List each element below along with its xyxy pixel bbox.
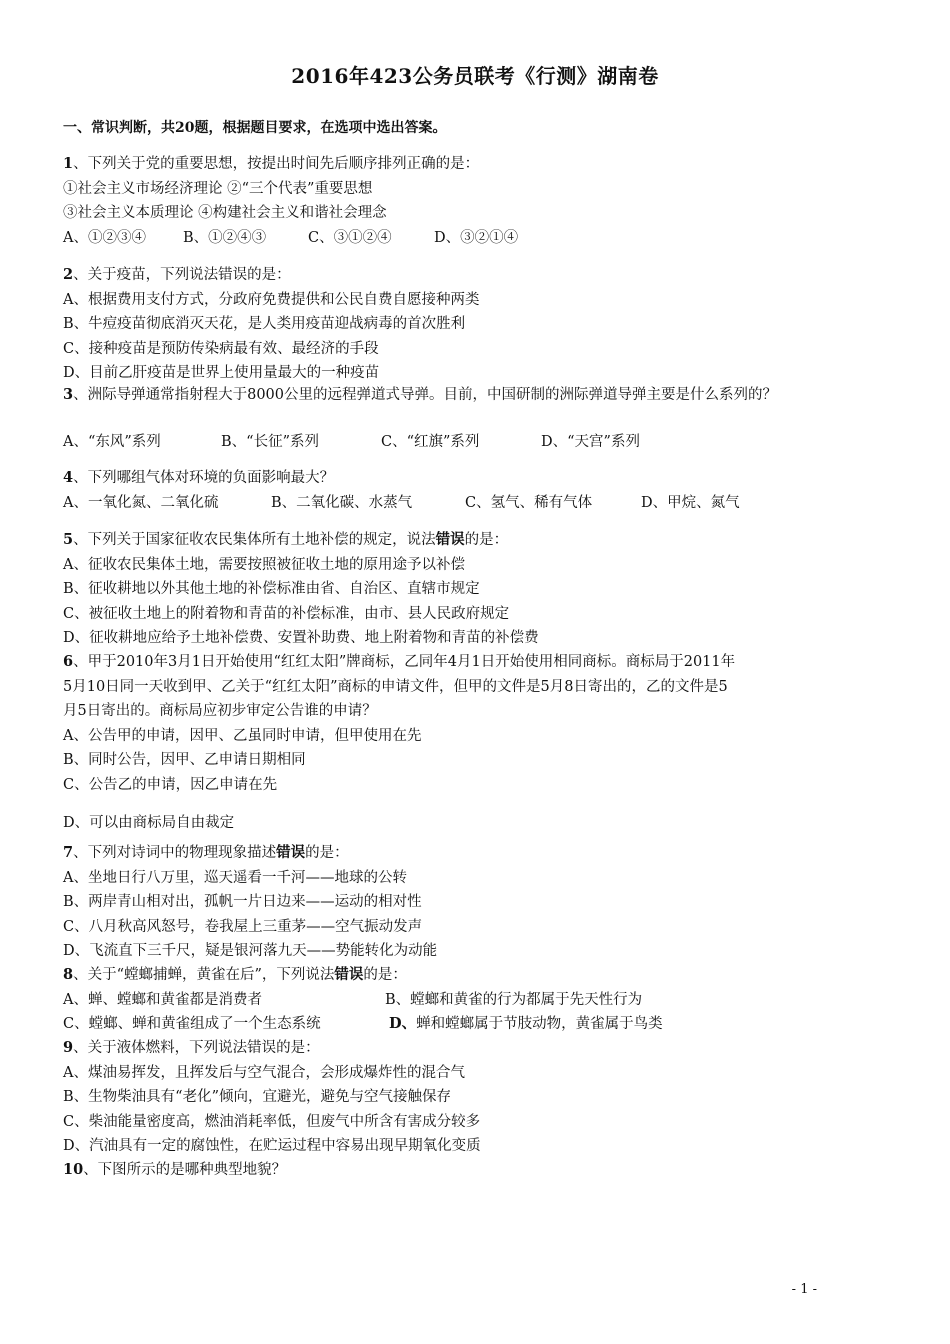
question-stem: 10、下图所示的是哪种典型地貌？ [63,1161,287,1178]
question-1 [63,152,893,250]
option-b: B、螳螂和黄雀的行为都属于先天性行为 [385,991,643,1008]
question-number: 3 [63,386,74,403]
option-a: A、蝉、螳螂和黄雀都是消费者 [63,991,262,1008]
option-a: A、公告甲的申请，因甲、乙虽同时申请，但甲使用在先 [63,727,422,744]
option-row [63,988,893,1013]
option-b: B、生物柴油具有“老化”倾向，宜避光，避免与空气接触保存 [63,1089,451,1105]
option-d: D、③②①④ [434,229,519,246]
question-stem: 9、关于液体燃料，下列说法错误的是： [63,1039,320,1056]
option-d: D、甲烷、氮气 [641,494,740,511]
question-number: 6 [63,653,74,670]
option-c: C、螳螂、蝉和黄雀组成了一个生态系统 [63,1016,321,1032]
page-number: - 1 - [791,1282,817,1297]
option-c: C、接种疫苗是预防传染病最有效、最经济的手段 [63,340,379,357]
question-10 [63,1158,893,1183]
question-line: 5月10日同一天收到甲、乙关于“红红太阳”商标的申请文件，但甲的文件是5月8日寄出的，乙的文件是5 [63,678,728,695]
question-9 [63,1036,893,1159]
question-stem: 5、下列关于国家征收农民集体所有土地补偿的规定，说法错误的是： [63,531,509,548]
option-d: D、“天宫”系列 [541,433,640,450]
option-d: 蝉和螳螂属于节肢动物，黄雀属于鸟类 [416,1016,663,1032]
option-c: C、公告乙的申请，因乙申请在先 [63,776,278,793]
option-a: A、一氧化氮、二氧化硫 [63,494,219,511]
option-b: B、同时公告，因甲、乙申请日期相同 [63,752,306,768]
option-row [63,430,893,455]
option-b: B、①②④③ [183,229,267,246]
question-number: 9 [63,1039,74,1056]
option-a: A、“东风”系列 [63,433,161,450]
option-c: C、柴油能量密度高，燃油消耗率低，但废气中所含有害成分较多 [63,1113,481,1130]
option-row [63,226,893,251]
question-line: 月5日寄出的。商标局应初步审定公告谁的申请？ [63,703,377,719]
question-number: 1 [63,155,74,172]
question-stem: 4、下列哪组气体对环境的负面影响最大？ [63,469,335,486]
option-b: B、两岸青山相对出，孤帆一片日边来——运动的相对性 [63,894,422,910]
option-b: B、征收耕地以外其他土地的补偿标准由省、自治区、直辖市规定 [63,581,480,597]
option-d-label: D、 [389,1015,417,1032]
option-row [63,1012,893,1037]
question-stem: 1、下列关于党的重要思想，按提出时间先后顺序排列正确的是： [63,155,480,172]
question-number: 2 [63,266,74,283]
option-a: A、①②③④ [63,229,146,246]
question-number: 4 [63,469,74,486]
option-c: C、“红旗”系列 [381,433,480,450]
option-d: D、汽油具有一定的腐蚀性，在贮运过程中容易出现早期氧化变质 [63,1138,481,1154]
question-4 [63,466,893,515]
question-line: ③社会主义本质理论 ④构建社会主义和谐社会理念 [63,205,387,221]
question-number: 10 [63,1161,84,1178]
question-stem: 6、甲于2010年3月1日开始使用“红红太阳”牌商标，乙同年4月1日开始使用相同商标。商标局于2011年 [63,653,736,670]
question-number: 5 [63,531,74,548]
question-6 [63,650,893,836]
option-a: A、根据费用支付方式，分政府免费提供和公民自费自愿接种两类 [63,291,480,308]
option-c: C、被征收土地上的附着物和青苗的补偿标准，由市、县人民政府规定 [63,605,510,622]
question-2 [63,263,893,386]
option-b: B、牛痘疫苗彻底消灭天花，是人类用疫苗迎战病毒的首次胜利 [63,316,466,332]
question-stem: 7、下列对诗词中的物理现象描述错误的是： [63,844,349,861]
question-5 [63,528,893,651]
option-d: D、可以由商标局自由裁定 [63,815,235,831]
question-stem: 8、关于“螳螂捕蝉，黄雀在后”，下列说法错误的是： [63,966,407,983]
option-row [63,491,893,516]
option-b: B、“长征”系列 [221,433,319,450]
question-line: ①社会主义市场经济理论 ②“三个代表”重要思想 [63,180,373,197]
option-c: C、③①②④ [308,229,392,246]
section-heading: 一、常识判断，共20题，根据题目要求，在选项中选出答案。 [63,120,447,136]
option-b: B、二氧化碳、水蒸气 [271,494,413,511]
question-stem: 2、关于疫苗，下列说法错误的是： [63,266,291,283]
question-8 [63,963,893,1037]
option-a: A、坐地日行八万里，巡天遥看一千河——地球的公转 [63,869,407,886]
question-7 [63,841,893,964]
option-a: A、征收农民集体土地，需要按照被征收土地的原用途予以补偿 [63,556,465,573]
option-c: C、氢气、稀有气体 [465,494,593,511]
document-title: 2016年423公务员联考《行测》湖南卷 [291,64,659,88]
question-stem: 3、洲际导弹通常指射程大于8000公里的远程弹道式导弹。目前，中国研制的洲际弹道导弹主要是什么系列的？ [63,386,777,403]
option-c: C、八月秋高风怒号，卷我屋上三重茅——空气振动发声 [63,918,423,935]
option-d: D、飞流直下三千尺，疑是银河落九天——势能转化为动能 [63,943,438,959]
question-number: 8 [63,966,74,983]
option-d: D、目前乙肝疫苗是世界上使用量最大的一种疫苗 [63,365,380,381]
option-a: A、煤油易挥发，且挥发后与空气混合，会形成爆炸性的混合气 [63,1064,465,1081]
question-number: 7 [63,844,74,861]
question-3 [63,383,893,454]
option-d: D、征收耕地应给予土地补偿费、安置补助费、地上附着物和青苗的补偿费 [63,630,539,646]
